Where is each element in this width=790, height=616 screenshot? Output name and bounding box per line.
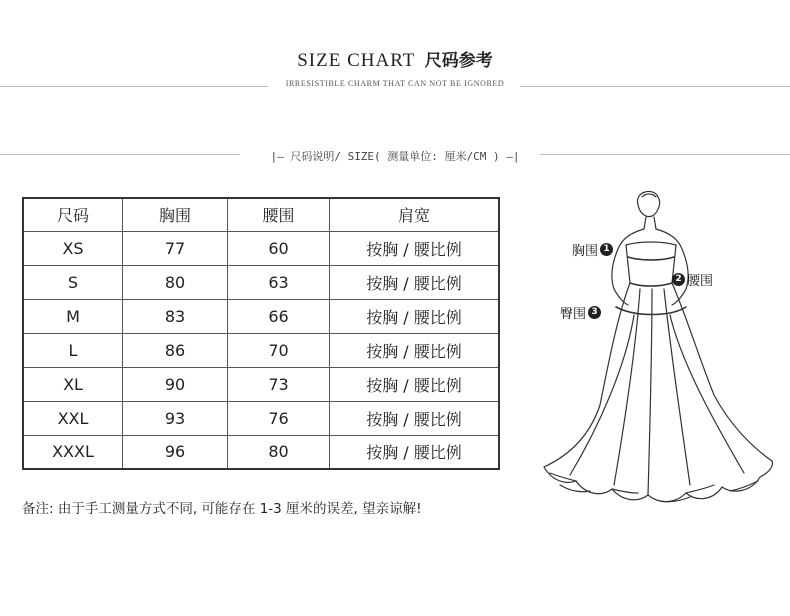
bust-cell: 80	[123, 265, 228, 299]
page-title	[0, 46, 790, 72]
shoulder-cell: 按胸 / 腰比例	[330, 367, 500, 401]
header-size: 尺码	[23, 198, 123, 231]
bust-cell: 83	[123, 299, 228, 333]
size-cell: XS	[23, 231, 123, 265]
table-row	[23, 333, 499, 367]
waist-cell: 80	[228, 435, 330, 469]
dress-figure-icon	[530, 185, 780, 525]
table-row	[23, 367, 499, 401]
title-cn: 尺码参考	[424, 51, 493, 71]
tagline: IRRESISTIBLE CHARM THAT CAN NOT BE IGNORED	[285, 79, 505, 88]
table-row	[23, 299, 499, 333]
size-cell: L	[23, 333, 123, 367]
waist-cell: 76	[228, 401, 330, 435]
table-row	[23, 231, 499, 265]
shoulder-cell: 按胸 / 腰比例	[330, 435, 500, 469]
waist-cell: 73	[228, 367, 330, 401]
table-row	[23, 265, 499, 299]
size-cell: M	[23, 299, 123, 333]
waist-cell: 63	[228, 265, 330, 299]
callout-waist-number: 2	[672, 273, 685, 286]
callout-bust-number: 1	[600, 243, 613, 256]
waist-cell: 66	[228, 299, 330, 333]
bust-cell: 77	[123, 231, 228, 265]
header-waist: 腰围	[228, 198, 330, 231]
bust-cell: 86	[123, 333, 228, 367]
table-row	[23, 435, 499, 469]
dress-illustration	[530, 185, 780, 525]
shoulder-cell: 按胸 / 腰比例	[330, 401, 500, 435]
table-header-row	[23, 198, 499, 231]
callout-bust-label: 胸围	[572, 244, 599, 259]
size-table	[22, 197, 500, 470]
shoulder-cell: 按胸 / 腰比例	[330, 333, 500, 367]
header-shoulder: 肩宽	[330, 198, 500, 231]
size-cell: S	[23, 265, 123, 299]
waist-cell: 60	[228, 231, 330, 265]
bust-cell: 96	[123, 435, 228, 469]
callout-hip	[560, 303, 601, 322]
waist-cell: 70	[228, 333, 330, 367]
header-bust: 胸围	[123, 198, 228, 231]
callout-waist	[672, 270, 713, 289]
table-row	[23, 401, 499, 435]
callout-bust	[572, 240, 613, 259]
shoulder-cell: 按胸 / 腰比例	[330, 265, 500, 299]
callout-waist-label: 腰围	[687, 274, 714, 289]
section-label: |— 尺码说明/ SIZE( 测量单位: 厘米/CM ) —|	[270, 150, 520, 163]
callout-hip-number: 3	[588, 306, 601, 319]
callout-hip-label: 臀围	[560, 307, 587, 322]
footnote: 备注: 由于手工测量方式不同, 可能存在 1-3 厘米的误差, 望亲谅解!	[22, 501, 422, 517]
size-cell: XXL	[23, 401, 123, 435]
shoulder-cell: 按胸 / 腰比例	[330, 299, 500, 333]
size-cell: XL	[23, 367, 123, 401]
shoulder-cell: 按胸 / 腰比例	[330, 231, 500, 265]
title-en: SIZE CHART	[297, 50, 415, 71]
bust-cell: 93	[123, 401, 228, 435]
size-cell: XXXL	[23, 435, 123, 469]
bust-cell: 90	[123, 367, 228, 401]
